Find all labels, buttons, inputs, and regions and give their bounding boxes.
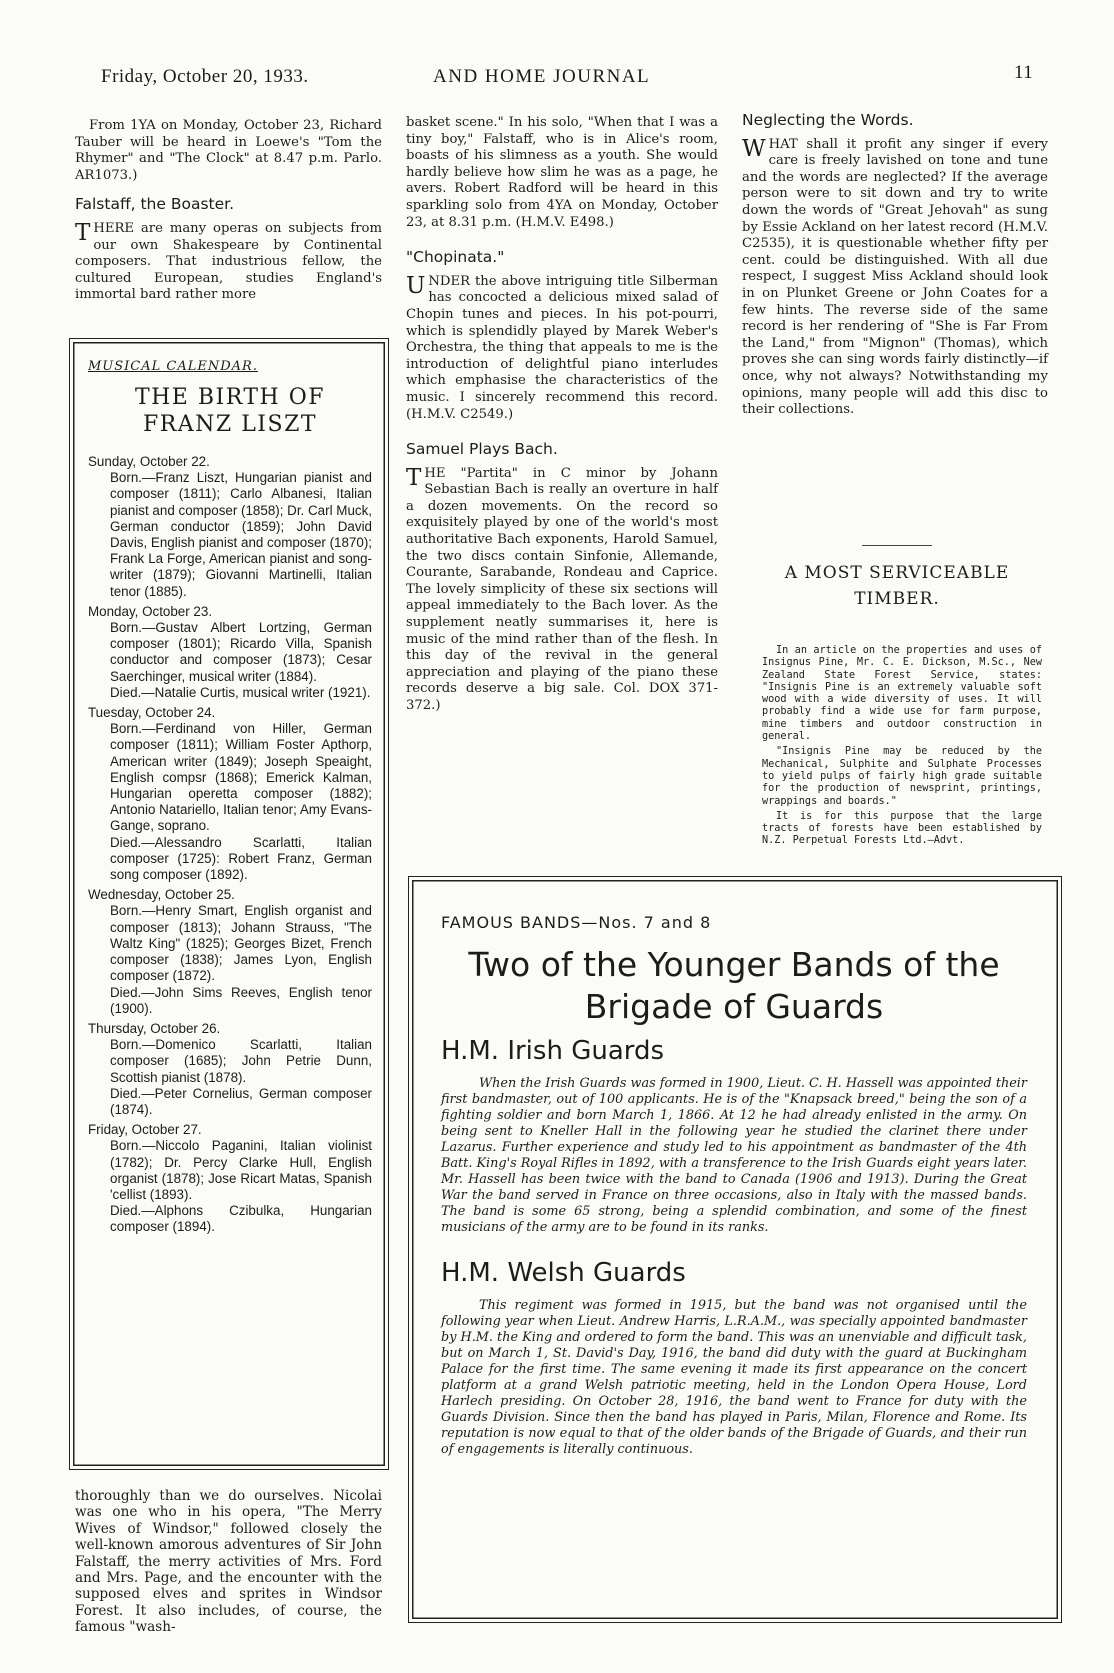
calendar-died-entry: Died.—Peter Cornelius, German composer (1874). <box>110 1085 372 1117</box>
page-number: 11 <box>1014 62 1034 83</box>
calendar-day-name: Friday, October 27. <box>88 1122 202 1138</box>
calendar-day-name: Sunday, October 22. <box>88 454 210 469</box>
calendar-day <box>88 454 372 600</box>
welsh-guards-heading: H.M. Welsh Guards <box>441 1258 686 1288</box>
calendar-born-entry: Born.—Franz Liszt, Hungarian pianist and composer (1811); Carlo Albanesi, Italian pianist and composer (1858); Dr. Carl Muck, German conductor (1859); John David Davis, English pianist and composer (1870); Frank La Forge, American pianist and song-writer (1879); Giovanni Martinelli, Italian tenor (1885). <box>110 470 372 599</box>
bach-paragraph <box>406 466 718 715</box>
calendar-born-entry: Born.—Ferdinand von Hiller, German composer (1811); William Foster Apthorp, American writer (1849); Joseph Speaight, English compsr (1868); Emerick Kalman, Hungarian operetta composer (1882); Antonio Natariello, Italian tenor; Amy Evans-Gange, soprano. <box>110 721 372 834</box>
falstaff-heading: Falstaff, the Boaster. <box>75 195 235 214</box>
calendar-born-entry: Born.—Henry Smart, English organist and composer (1813); Johann Strauss, "The Waltz King" (1825); Georges Bizet, French composer (1838); James Lyon, English composer (1872). <box>110 903 372 984</box>
calendar-day-name: Monday, October 23. <box>88 603 213 619</box>
page-date: Friday, October 20, 1933. <box>101 66 309 87</box>
falstaff-continued: thoroughly than we do ourselves. Nicolai was one who in his opera, "The Merry Wives of Windsor," followed closely the well-known amorous adventures of Sir John Falstaff, the merry activities of Mrs. Ford and Mrs. Page, and the encounter with the supposed elves and sprites in Windsor Forest. It also includes, of course, the famous "wash- <box>75 1488 382 1636</box>
calendar-label: MUSICAL CALENDAR. <box>88 359 258 374</box>
calendar-day-name: Tuesday, October 24. <box>88 705 216 721</box>
timber-ad-body <box>762 645 1042 851</box>
irish-guards-text: When the Irish Guards was formed in 1900, Lieut. C. H. Hassell was appointed their first bandmaster, out of 100 applicants. He is of the "Knapsack breed," being the son of a fighting soldier and born March 1, 1866. At 12 he had already enlisted in the army. On being sent to Kneller Hall in the following year he studied the clarinet there under Lazarus. Further experience and study led to his appointment as bandmaster of the 4th Batt. King's Royal Rifles in 1892, with a transference to the Irish Guards eight years later. Mr. Hassell has been twice with the band to Canada (1906 and 1913). During the Great War the band served in France on three occasions, also in Italy with the massed bands. The band is some 65 strong, being a splendid combination, and some of the finest musicians of the army are to be found in its ranks. <box>441 1076 1027 1235</box>
column-3-divider <box>862 545 932 546</box>
famous-bands-label: FAMOUS BANDS—Nos. 7 and 8 <box>441 913 712 932</box>
bands-headline: Two of the Younger Bands of the Brigade of Guards <box>468 945 1000 1026</box>
journal-title: AND HOME JOURNAL <box>433 66 651 87</box>
calendar-day <box>88 705 372 883</box>
calendar-title: THE BIRTH OF FRANZ LISZT <box>134 385 326 437</box>
bach-heading: Samuel Plays Bach. <box>406 440 558 459</box>
calendar-died-entry: Died.—Alphons Czibulka, Hungarian composer (1894). <box>110 1203 372 1235</box>
calendar-days <box>88 454 372 1236</box>
chopinata-heading: "Chopinata." <box>406 248 505 267</box>
calendar-born-entry: Born.—Niccolo Paganini, Italian violinist (1782); Dr. Percy Clarke Hull, English organist (1878); Jose Ricart Matas, Spanish 'cellist (1893). <box>110 1138 372 1202</box>
calendar-day-name: Wednesday, October 25. <box>88 887 235 903</box>
column-1-top <box>75 118 382 304</box>
words-text: HAT shall it profit any singer if every care is freely lavished on tone and tune and the words are neglected? If the average person were to sit down and try to write down the words of "Great Jehovah" as sung by Essie Ackland on her latest record (H.M.V. C2535), it is questionable whether fifty per cent. could be distinguished. With all due respect, I suggest Miss Ackland should look in on Plunket Greene or John Coates for a few hints. The reverse side of the same record is her rendering of "She is Far From the Land," from "Mignon" (Thomas), which proves she can sing words fairly distinctly—if once, why not always? Notwithstanding my opinions, many people will add this disc to their collections. <box>742 136 1048 418</box>
chopinata-dropcap: U <box>406 272 426 299</box>
famous-bands-box <box>408 876 1062 1623</box>
chopinata-text: NDER the above intriguing title Silberman has concocted a delicious mixed salad of Chopin tunes and pieces. In his pot-pourri, which is splendidly played by Marek Weber's Orchestra, the thing that appeals to me is the introduction of delightful piano interludes which emphasise the characteristics of the music. I sincerely recommend this record. (H.M.V. C2549.) <box>406 273 718 422</box>
calendar-died-entry: Died.—John Sims Reeves, English tenor (1900). <box>110 984 372 1016</box>
column-3 <box>742 112 1048 419</box>
words-paragraph <box>742 137 1048 419</box>
tauber-note: From 1YA on Monday, October 23, Richard Tauber will be heard in Loewe's "Tom the Rhymer" and "The Clock" at 8.47 p.m. Parlo. AR1073.) <box>75 118 382 183</box>
calendar-day <box>88 1122 372 1235</box>
column-1-bottom <box>75 1488 382 1636</box>
words-dropcap: W <box>742 135 766 162</box>
chopinata-paragraph <box>406 274 718 423</box>
timber-ad-para-2: "Insignis Pine may be reduced by the Mechanical, Sulphite and Sulphate Processes to yield pulps of fairly high grade suitable for the production of newsprint, printings, wrappings and boards." <box>762 746 1042 807</box>
falstaff-dropcap: T <box>75 219 91 246</box>
words-heading: Neglecting the Words. <box>742 111 914 129</box>
calendar-born-entry: Born.—Domenico Scarlatti, Italian composer (1685); John Petrie Dunn, Scottish pianist (1878). <box>110 1037 372 1085</box>
bach-text: HE "Partita" in C minor by Johann Sebastian Bach is really an overture in half a dozen movements. On the record so exquisitely played by one of the world's most authoritative Bach exponents, Harold Samuel, the two discs contain Sinfonie, Allemande, Courante, Sarabande, Rondeau and Caprice. The lovely simplicity of these six sections will appeal immediately to the Bach lover. As the supplement neatly summarises it, here is music of the mind rather than of the flesh. In this day of the revival in the general appreciation and playing of the piano these records deserve a big sale. Col. DOX 371-372.) <box>406 465 718 713</box>
timber-ad-para-1: In an article on the properties and uses of Insignus Pine, Mr. C. E. Dickson, M.Sc., New Zealand State Forest Service, states: "Insignis Pine is an extremely valuable soft wood with a wide diversity of uses. It will probably find a wide use for farm purpose, mine timbers and outdoor construction in general. <box>762 645 1042 743</box>
calendar-died-entry: Died.—Natalie Curtis, musical writer (1921). <box>110 684 371 700</box>
timber-ad-title: A MOST SERVICEABLE TIMBER. <box>784 563 1010 609</box>
calendar-day-name: Thursday, October 26. <box>88 1020 221 1036</box>
timber-ad-para-3: It is for this purpose that the large tracts of forests have been established by N.Z. Perpetual Forests Ltd.—Advt. <box>762 810 1042 847</box>
falstaff-paragraph <box>75 221 382 304</box>
calendar-died-entry: Died.—Alessandro Scarlatti, Italian composer (1725): Robert Franz, German song composer (1892). <box>110 834 372 883</box>
calendar-day <box>88 887 372 1017</box>
musical-calendar-box <box>69 338 389 1470</box>
calendar-born-entry: Born.—Gustav Albert Lortzing, German composer (1801); Ricardo Villa, Spanish conductor and composer (1873); Cesar Saerchinger, musical writer (1884). <box>110 620 372 684</box>
column-2 <box>406 115 718 715</box>
calendar-day <box>88 604 372 701</box>
falstaff-text: HERE are many operas on subjects from our own Shakespeare by Continental composers. That industrious fellow, the cultured European, studies England's immortal bard rather more <box>75 220 382 303</box>
bach-dropcap: T <box>406 464 422 491</box>
welsh-guards-text: This regiment was formed in 1915, but the band was not organised until the following year when Lieut. Andrew Harris, L.R.A.M., was specially appointed bandmaster by H.M. the King and ordered to form the band. This was an unenviable and difficult task, but on March 1, St. David's Day, 1916, the band did duty with the guard at Buckingham Palace for the first time. The same evening it made its first appearance on the concert platform at a grand Welsh patriotic meeting, held in the London Opera House, Lord Harlech presiding. On October 28, 1916, the band went to France for duty with the Guards Division. Since then the band has played in Paris, Milan, Florence and Rome. Its reputation is now equal to that of the older bands of the Brigade of Guards, and their run of engagements is literally continuous. <box>441 1298 1027 1457</box>
irish-guards-heading: H.M. Irish Guards <box>441 1036 665 1066</box>
falstaff-end: basket scene." In his solo, "When that I was a tiny boy," Falstaff, who is in Alice's room, boasts of his slimness as a youth. She would hardly believe how slim he was as a page, he avers. Robert Radford will be heard in this sparkling solo from 4YA on Monday, October 23, at 8.31 p.m. (H.M.V. E498.) <box>406 115 718 230</box>
calendar-day <box>88 1021 372 1118</box>
